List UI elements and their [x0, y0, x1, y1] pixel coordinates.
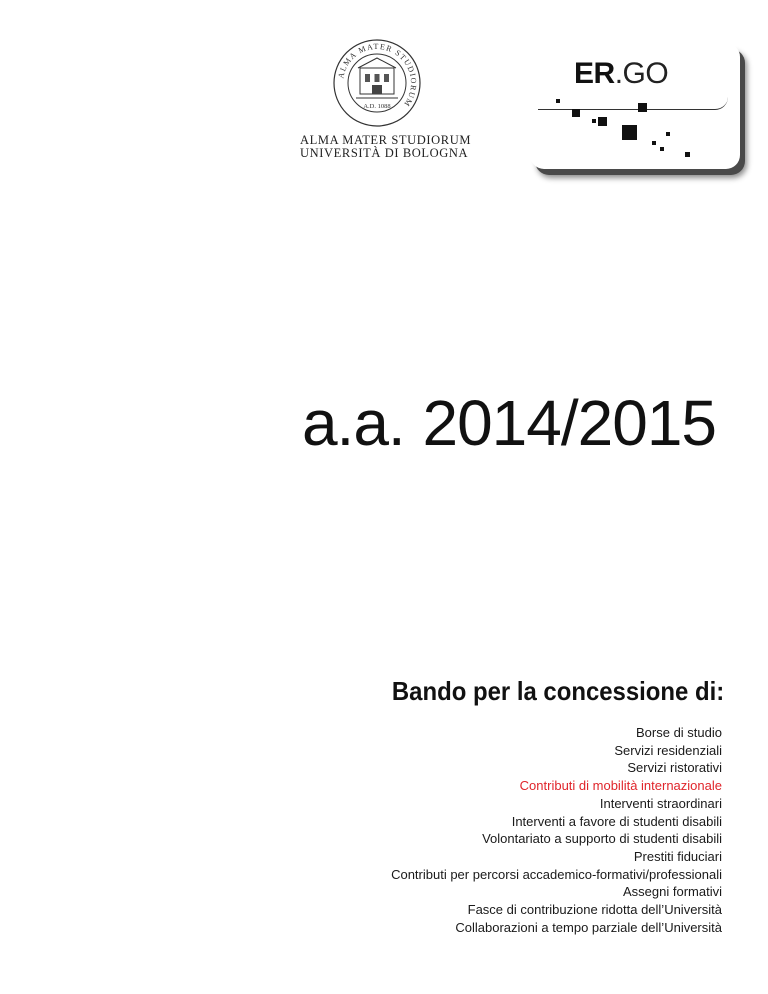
ergo-logo-card — [530, 43, 740, 169]
ergo-squares-pattern — [530, 43, 740, 169]
service-item: Prestiti fiduciari — [633, 848, 722, 864]
academic-year-title — [302, 388, 716, 458]
service-item: Fasce di contribuzione ridotta dell’Università — [467, 902, 722, 918]
service-item: Servizi ristorativi — [627, 760, 722, 776]
university-name-line1: ALMA MATER STUDIORUM — [300, 133, 472, 147]
year-value: 2014/2015 — [422, 387, 716, 459]
seal-ring-text: ALMA MATER STUDIORUM — [336, 41, 419, 109]
university-name — [300, 134, 471, 160]
ergo-logo-bold: ER — [574, 57, 615, 90]
service-item: Servizi residenziali — [614, 742, 722, 758]
service-item: Contributi per percorsi accademico-formativi/professionali — [391, 866, 722, 882]
service-item: Interventi a favore di studenti disabili — [511, 813, 722, 829]
ergo-logo-light: .GO — [614, 57, 669, 90]
seal-year: A.D. 1088 — [363, 103, 391, 110]
service-item: Assegni formativi — [623, 884, 722, 900]
service-item: Volontariato a supporto di studenti disabili — [482, 831, 722, 847]
university-name-line2: UNIVERSITÀ DI BOLOGNA — [300, 146, 469, 160]
year-prefix: a.a. — [301, 387, 405, 459]
university-seal-icon — [332, 38, 422, 128]
service-item: Borse di studio — [636, 725, 722, 740]
service-item-highlighted: Contributi di mobilità internazionale — [519, 778, 722, 794]
call-heading: Bando per la concessione di: — [391, 676, 724, 706]
service-item: Interventi straordinari — [599, 795, 722, 811]
services-list — [391, 724, 722, 936]
service-item: Collaborazioni a tempo parziale dell’Università — [455, 919, 722, 935]
